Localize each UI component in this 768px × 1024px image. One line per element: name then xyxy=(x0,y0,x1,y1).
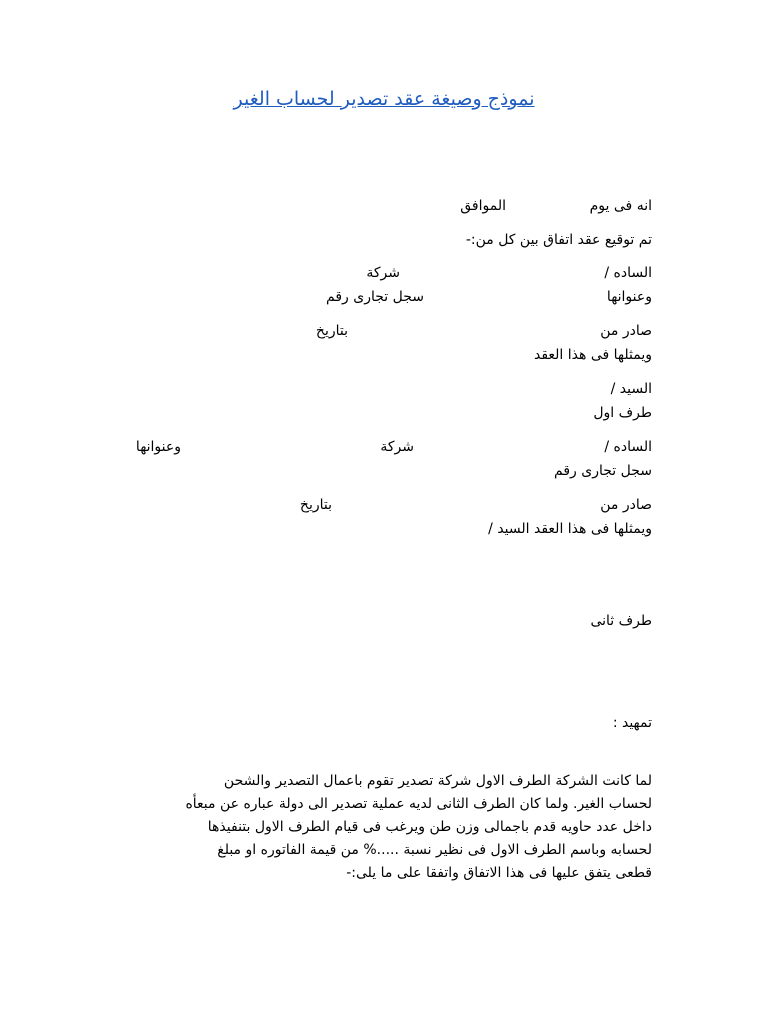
party1-issued-label: صادر من xyxy=(600,323,652,339)
preamble-line: قطعى يتفق عليها فى هذا الاتفاق واتفقا على ما يلى:- xyxy=(346,865,652,881)
party2-mr-label: الساده / xyxy=(604,439,652,455)
party1-date-label: بتاريخ xyxy=(315,323,348,339)
preamble-paragraph xyxy=(112,770,652,885)
agreement-line: تم توقيع عقد اتفاق بين كل من:- xyxy=(465,232,652,248)
preamble-heading: تمهيد : xyxy=(612,715,652,731)
party2-issued-label: صادر من xyxy=(600,497,652,513)
document-title: نموذج وصيغة عقد تصدير لحساب الغير xyxy=(233,88,535,110)
party1-name: طرف اول xyxy=(593,405,652,421)
party1-represented-label: ويمثلها فى هذا العقد xyxy=(533,347,652,363)
party1-address-label: وعنوانها xyxy=(606,289,652,305)
preamble-line: داخل عدد حاويه قدم باجمالى وزن طن ويرغب فى قيام الطرف الاول بتنفيذها xyxy=(207,819,652,835)
preamble-line: لحساب الغير. ولما كان الطرف الثانى لديه عملية تصدير الى دولة عباره عن مبعأه xyxy=(185,796,652,812)
party1-sir-label: السيد / xyxy=(610,381,652,397)
party2-register-label: سجل تجارى رقم xyxy=(554,463,652,479)
date-label: الموافق xyxy=(460,198,506,214)
party2-company-label: شركة xyxy=(380,439,414,455)
party2-name: طرف ثانى xyxy=(590,613,652,629)
party2-address-label: وعنوانها xyxy=(135,439,181,455)
party2-date-label: بتاريخ xyxy=(299,497,332,513)
preamble-line: لحسابه وباسم الطرف الاول فى نظير نسبة .....% من قيمة الفاتوره او مبلغ xyxy=(217,842,652,858)
party1-mr-label: الساده / xyxy=(604,265,652,281)
day-label: انه فى يوم xyxy=(589,198,652,214)
party1-company-label: شركة xyxy=(366,265,400,281)
party1-register-label: سجل تجارى رقم xyxy=(326,289,424,305)
party2-represented-label: ويمثلها فى هذا العقد السيد / xyxy=(488,521,652,537)
preamble-line: لما كانت الشركة الطرف الاول شركة تصدير تقوم باعمال التصدير والشحن xyxy=(223,773,652,789)
